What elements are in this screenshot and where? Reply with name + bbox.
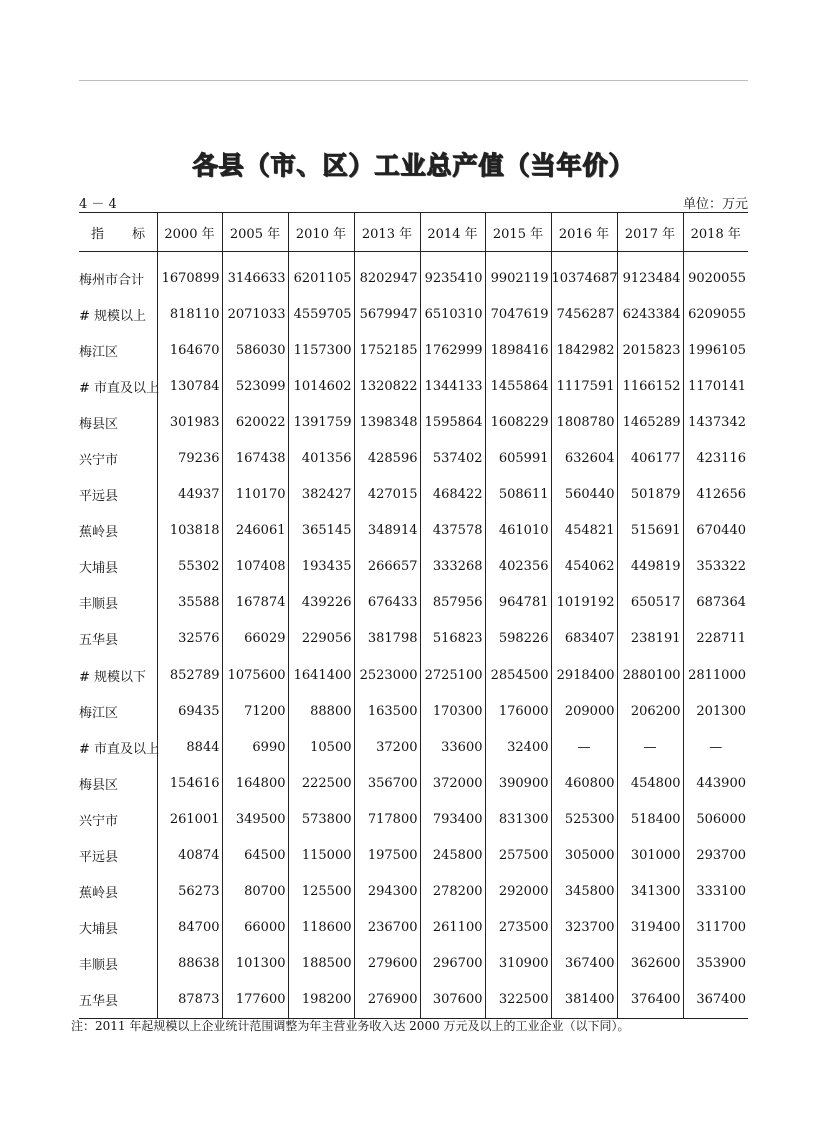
- data-cell: 423116: [683, 440, 748, 476]
- data-cell: 107408: [222, 549, 288, 585]
- data-cell: 1641400: [288, 657, 354, 693]
- data-cell: 460800: [551, 765, 617, 801]
- data-cell: 261100: [420, 910, 485, 946]
- data-cell: 454821: [551, 513, 617, 549]
- column-header-year: 2017 年: [617, 213, 683, 252]
- data-cell: 88638: [157, 946, 222, 982]
- data-cell: 8202947: [354, 252, 420, 297]
- data-cell: 32400: [485, 729, 551, 765]
- data-cell: 5679947: [354, 296, 420, 332]
- data-cell: 454062: [551, 549, 617, 585]
- data-cell: 56273: [157, 874, 222, 910]
- row-label: 五华县: [79, 633, 119, 649]
- data-cell: 8844: [157, 729, 222, 765]
- data-cell: 381798: [354, 621, 420, 657]
- data-cell: 6209055: [683, 296, 748, 332]
- data-cell: 37200: [354, 729, 420, 765]
- data-cell: 2918400: [551, 657, 617, 693]
- data-cell: 40874: [157, 838, 222, 874]
- table-row: [79, 982, 748, 1019]
- row-label: # 市直及以上: [79, 380, 160, 396]
- data-cell: 266657: [354, 549, 420, 585]
- data-cell: 84700: [157, 910, 222, 946]
- data-cell: 523099: [222, 368, 288, 404]
- data-cell: 222500: [288, 765, 354, 801]
- data-cell: 1455864: [485, 368, 551, 404]
- data-cell: 188500: [288, 946, 354, 982]
- row-label: 梅县区: [79, 416, 119, 432]
- column-header-year: 2000 年: [157, 213, 222, 252]
- data-cell: 7047619: [485, 296, 551, 332]
- table-row: [79, 946, 748, 982]
- column-header-year: 2018 年: [683, 213, 748, 252]
- row-label: 平远县: [79, 489, 119, 505]
- table-header-row: [79, 213, 748, 252]
- row-label: 五华县: [79, 982, 157, 1019]
- data-cell: 164800: [222, 765, 288, 801]
- data-cell: 229056: [288, 621, 354, 657]
- data-cell: 468422: [420, 477, 485, 513]
- data-cell: 353900: [683, 946, 748, 982]
- table-row: [79, 838, 748, 874]
- data-cell: 586030: [222, 332, 288, 368]
- data-cell: 319400: [617, 910, 683, 946]
- column-header-year: 2015 年: [485, 213, 551, 252]
- data-cell: 390900: [485, 765, 551, 801]
- data-cell: 301000: [617, 838, 683, 874]
- data-cell: 1437342: [683, 404, 748, 440]
- data-cell: 605991: [485, 440, 551, 476]
- data-cell: 55302: [157, 549, 222, 585]
- data-cell: 6243384: [617, 296, 683, 332]
- data-cell: 349500: [222, 801, 288, 837]
- data-cell: 501879: [617, 477, 683, 513]
- row-label: 蕉岭县: [79, 886, 119, 902]
- data-cell: 228711: [683, 621, 748, 657]
- data-cell: 367400: [551, 946, 617, 982]
- data-cell: 376400: [617, 982, 683, 1019]
- data-cell: 206200: [617, 693, 683, 729]
- data-cell: 2854500: [485, 657, 551, 693]
- table-row: [79, 874, 748, 910]
- page-title: 各县（市、区）工业总产值（当年价）: [192, 151, 635, 180]
- data-cell: 66000: [222, 910, 288, 946]
- data-cell: 717800: [354, 801, 420, 837]
- data-cell: 818110: [157, 296, 222, 332]
- row-label: # 市直及以上: [79, 741, 160, 757]
- data-cell: 683407: [551, 621, 617, 657]
- table-number: 4 － 4: [79, 197, 117, 212]
- column-header-indicator: 指 标: [79, 213, 157, 252]
- data-cell: 110170: [222, 477, 288, 513]
- data-cell: 341300: [617, 874, 683, 910]
- data-cell: 461010: [485, 513, 551, 549]
- table-row: [79, 693, 748, 729]
- data-cell: 9020055: [683, 252, 748, 297]
- table-row: [79, 585, 748, 621]
- data-cell: 6990: [222, 729, 288, 765]
- data-cell: 401356: [288, 440, 354, 476]
- data-cell: 125500: [288, 874, 354, 910]
- data-cell: 560440: [551, 477, 617, 513]
- data-cell: 311700: [683, 910, 748, 946]
- data-cell: 372000: [420, 765, 485, 801]
- data-cell: 71200: [222, 693, 288, 729]
- data-cell: 831300: [485, 801, 551, 837]
- data-cell: 333268: [420, 549, 485, 585]
- header-rule: [79, 80, 748, 81]
- data-cell: 437578: [420, 513, 485, 549]
- data-cell: 367400: [683, 982, 748, 1019]
- data-cell: 115000: [288, 838, 354, 874]
- data-cell: 439226: [288, 585, 354, 621]
- data-cell: 257500: [485, 838, 551, 874]
- data-cell: 406177: [617, 440, 683, 476]
- data-cell: 4559705: [288, 296, 354, 332]
- data-cell: 381400: [551, 982, 617, 1019]
- data-cell: 103818: [157, 513, 222, 549]
- data-cell: 193435: [288, 549, 354, 585]
- data-cell: 66029: [222, 621, 288, 657]
- data-cell: 9123484: [617, 252, 683, 297]
- table-row: [79, 910, 748, 946]
- data-cell: 101300: [222, 946, 288, 982]
- data-cell: 305000: [551, 838, 617, 874]
- footnote: 注：2011 年起规模以上企业统计范围调整为年主营业务收入达 2000 万元及以上的工业企业（以下同）。: [71, 1019, 630, 1033]
- data-cell: 261001: [157, 801, 222, 837]
- table-row: [79, 477, 748, 513]
- table-row: [79, 296, 748, 332]
- row-label: 兴宁市: [79, 813, 119, 829]
- data-cell: 177600: [222, 982, 288, 1019]
- data-cell: 1075600: [222, 657, 288, 693]
- data-cell: 323700: [551, 910, 617, 946]
- row-label: # 规模以下: [79, 669, 147, 685]
- data-cell: 356700: [354, 765, 420, 801]
- table-row: [79, 368, 748, 404]
- data-cell: 294300: [354, 874, 420, 910]
- data-cell: 154616: [157, 765, 222, 801]
- row-label: 梅江区: [79, 705, 119, 721]
- data-cell: 310900: [485, 946, 551, 982]
- data-cell: 852789: [157, 657, 222, 693]
- data-cell: 516823: [420, 621, 485, 657]
- data-cell: 598226: [485, 621, 551, 657]
- data-cell: 537402: [420, 440, 485, 476]
- data-cell: 322500: [485, 982, 551, 1019]
- data-cell: 276900: [354, 982, 420, 1019]
- data-cell: 857956: [420, 585, 485, 621]
- data-cell: 170300: [420, 693, 485, 729]
- row-label: 大埔县: [79, 561, 119, 577]
- data-cell: 670440: [683, 513, 748, 549]
- data-cell: 1898416: [485, 332, 551, 368]
- table-row: [79, 332, 748, 368]
- data-cell: 246061: [222, 513, 288, 549]
- data-cell: 44937: [157, 477, 222, 513]
- data-cell: 1157300: [288, 332, 354, 368]
- column-header-year: 2013 年: [354, 213, 420, 252]
- table-row: [79, 252, 748, 297]
- unit-label: 单位：万元: [682, 197, 748, 212]
- table-row: [79, 621, 748, 657]
- row-label: 梅州市合计: [79, 272, 145, 288]
- data-cell: 506000: [683, 801, 748, 837]
- data-cell: 333100: [683, 874, 748, 910]
- data-cell: 2015823: [617, 332, 683, 368]
- data-cell: —: [683, 729, 748, 765]
- data-cell: 2071033: [222, 296, 288, 332]
- data-cell: 1320822: [354, 368, 420, 404]
- data-cell: 88800: [288, 693, 354, 729]
- table-row: [79, 729, 748, 765]
- table-row: [79, 765, 748, 801]
- data-cell: 348914: [354, 513, 420, 549]
- data-cell: 3146633: [222, 252, 288, 297]
- data-cell: 209000: [551, 693, 617, 729]
- data-cell: 2725100: [420, 657, 485, 693]
- row-label: 丰顺县: [79, 958, 119, 974]
- row-label: 梅县区: [79, 777, 119, 793]
- data-cell: 279600: [354, 946, 420, 982]
- table-row: [79, 801, 748, 837]
- data-cell: 7456287: [551, 296, 617, 332]
- data-cell: 1670899: [157, 252, 222, 297]
- data-cell: 1391759: [288, 404, 354, 440]
- data-cell: 687364: [683, 585, 748, 621]
- data-cell: 292000: [485, 874, 551, 910]
- industrial-output-table: [79, 212, 748, 1019]
- table-row: [79, 549, 748, 585]
- data-cell: 164670: [157, 332, 222, 368]
- data-cell: 402356: [485, 549, 551, 585]
- data-cell: 167438: [222, 440, 288, 476]
- column-header-year: 2014 年: [420, 213, 485, 252]
- data-cell: 428596: [354, 440, 420, 476]
- data-cell: 33600: [420, 729, 485, 765]
- table-body: [79, 252, 748, 1019]
- data-cell: —: [551, 729, 617, 765]
- data-cell: 443900: [683, 765, 748, 801]
- data-cell: 236700: [354, 910, 420, 946]
- data-cell: 632604: [551, 440, 617, 476]
- data-cell: 2880100: [617, 657, 683, 693]
- data-cell: 345800: [551, 874, 617, 910]
- data-cell: 278200: [420, 874, 485, 910]
- data-cell: 35588: [157, 585, 222, 621]
- data-cell: 525300: [551, 801, 617, 837]
- data-cell: 1752185: [354, 332, 420, 368]
- table-row: [79, 657, 748, 693]
- row-label: 梅江区: [79, 344, 119, 360]
- data-cell: 6201105: [288, 252, 354, 297]
- data-cell: 176000: [485, 693, 551, 729]
- data-cell: —: [617, 729, 683, 765]
- data-cell: 293700: [683, 838, 748, 874]
- data-cell: 6510310: [420, 296, 485, 332]
- data-cell: 301983: [157, 404, 222, 440]
- data-cell: 362600: [617, 946, 683, 982]
- data-cell: 296700: [420, 946, 485, 982]
- data-cell: 518400: [617, 801, 683, 837]
- row-label: 蕉岭县: [79, 525, 119, 541]
- data-cell: 573800: [288, 801, 354, 837]
- data-cell: 163500: [354, 693, 420, 729]
- data-cell: 454800: [617, 765, 683, 801]
- data-cell: 676433: [354, 585, 420, 621]
- data-cell: 1019192: [551, 585, 617, 621]
- data-cell: 198200: [288, 982, 354, 1019]
- data-cell: 87873: [157, 982, 222, 1019]
- data-cell: 238191: [617, 621, 683, 657]
- data-cell: 64500: [222, 838, 288, 874]
- data-cell: 353322: [683, 549, 748, 585]
- data-cell: 80700: [222, 874, 288, 910]
- data-cell: 793400: [420, 801, 485, 837]
- data-cell: 1344133: [420, 368, 485, 404]
- data-cell: 1398348: [354, 404, 420, 440]
- data-cell: 1166152: [617, 368, 683, 404]
- data-cell: 118600: [288, 910, 354, 946]
- data-cell: 307600: [420, 982, 485, 1019]
- table-row: [79, 513, 748, 549]
- data-cell: 1117591: [551, 368, 617, 404]
- data-cell: 412656: [683, 477, 748, 513]
- data-cell: 9902119: [485, 252, 551, 297]
- table-row: [79, 440, 748, 476]
- data-cell: 9235410: [420, 252, 485, 297]
- data-cell: 650517: [617, 585, 683, 621]
- row-label: 平远县: [79, 850, 119, 866]
- data-cell: 1608229: [485, 404, 551, 440]
- data-cell: 1762999: [420, 332, 485, 368]
- row-label: # 规模以上: [79, 308, 147, 324]
- data-cell: 620022: [222, 404, 288, 440]
- data-cell: 1465289: [617, 404, 683, 440]
- data-cell: 964781: [485, 585, 551, 621]
- data-cell: 130784: [157, 368, 222, 404]
- data-cell: 79236: [157, 440, 222, 476]
- data-cell: 2811000: [683, 657, 748, 693]
- column-header-year: 2005 年: [222, 213, 288, 252]
- data-cell: 508611: [485, 477, 551, 513]
- data-cell: 1996105: [683, 332, 748, 368]
- data-cell: 365145: [288, 513, 354, 549]
- data-cell: 10500: [288, 729, 354, 765]
- data-cell: 167874: [222, 585, 288, 621]
- data-cell: 10374687: [551, 252, 617, 297]
- data-cell: 201300: [683, 693, 748, 729]
- row-label: 兴宁市: [79, 453, 119, 469]
- data-cell: 273500: [485, 910, 551, 946]
- data-cell: 197500: [354, 838, 420, 874]
- data-cell: 69435: [157, 693, 222, 729]
- data-cell: 1595864: [420, 404, 485, 440]
- data-cell: 1170141: [683, 368, 748, 404]
- row-label: 丰顺县: [79, 597, 119, 613]
- data-cell: 1014602: [288, 368, 354, 404]
- data-cell: 515691: [617, 513, 683, 549]
- data-cell: 32576: [157, 621, 222, 657]
- data-cell: 245800: [420, 838, 485, 874]
- column-header-year: 2010 年: [288, 213, 354, 252]
- data-cell: 1842982: [551, 332, 617, 368]
- data-cell: 382427: [288, 477, 354, 513]
- row-label: 大埔县: [79, 922, 119, 938]
- table-row: [79, 404, 748, 440]
- data-cell: 1808780: [551, 404, 617, 440]
- data-cell: 427015: [354, 477, 420, 513]
- data-cell: 449819: [617, 549, 683, 585]
- data-cell: 2523000: [354, 657, 420, 693]
- column-header-year: 2016 年: [551, 213, 617, 252]
